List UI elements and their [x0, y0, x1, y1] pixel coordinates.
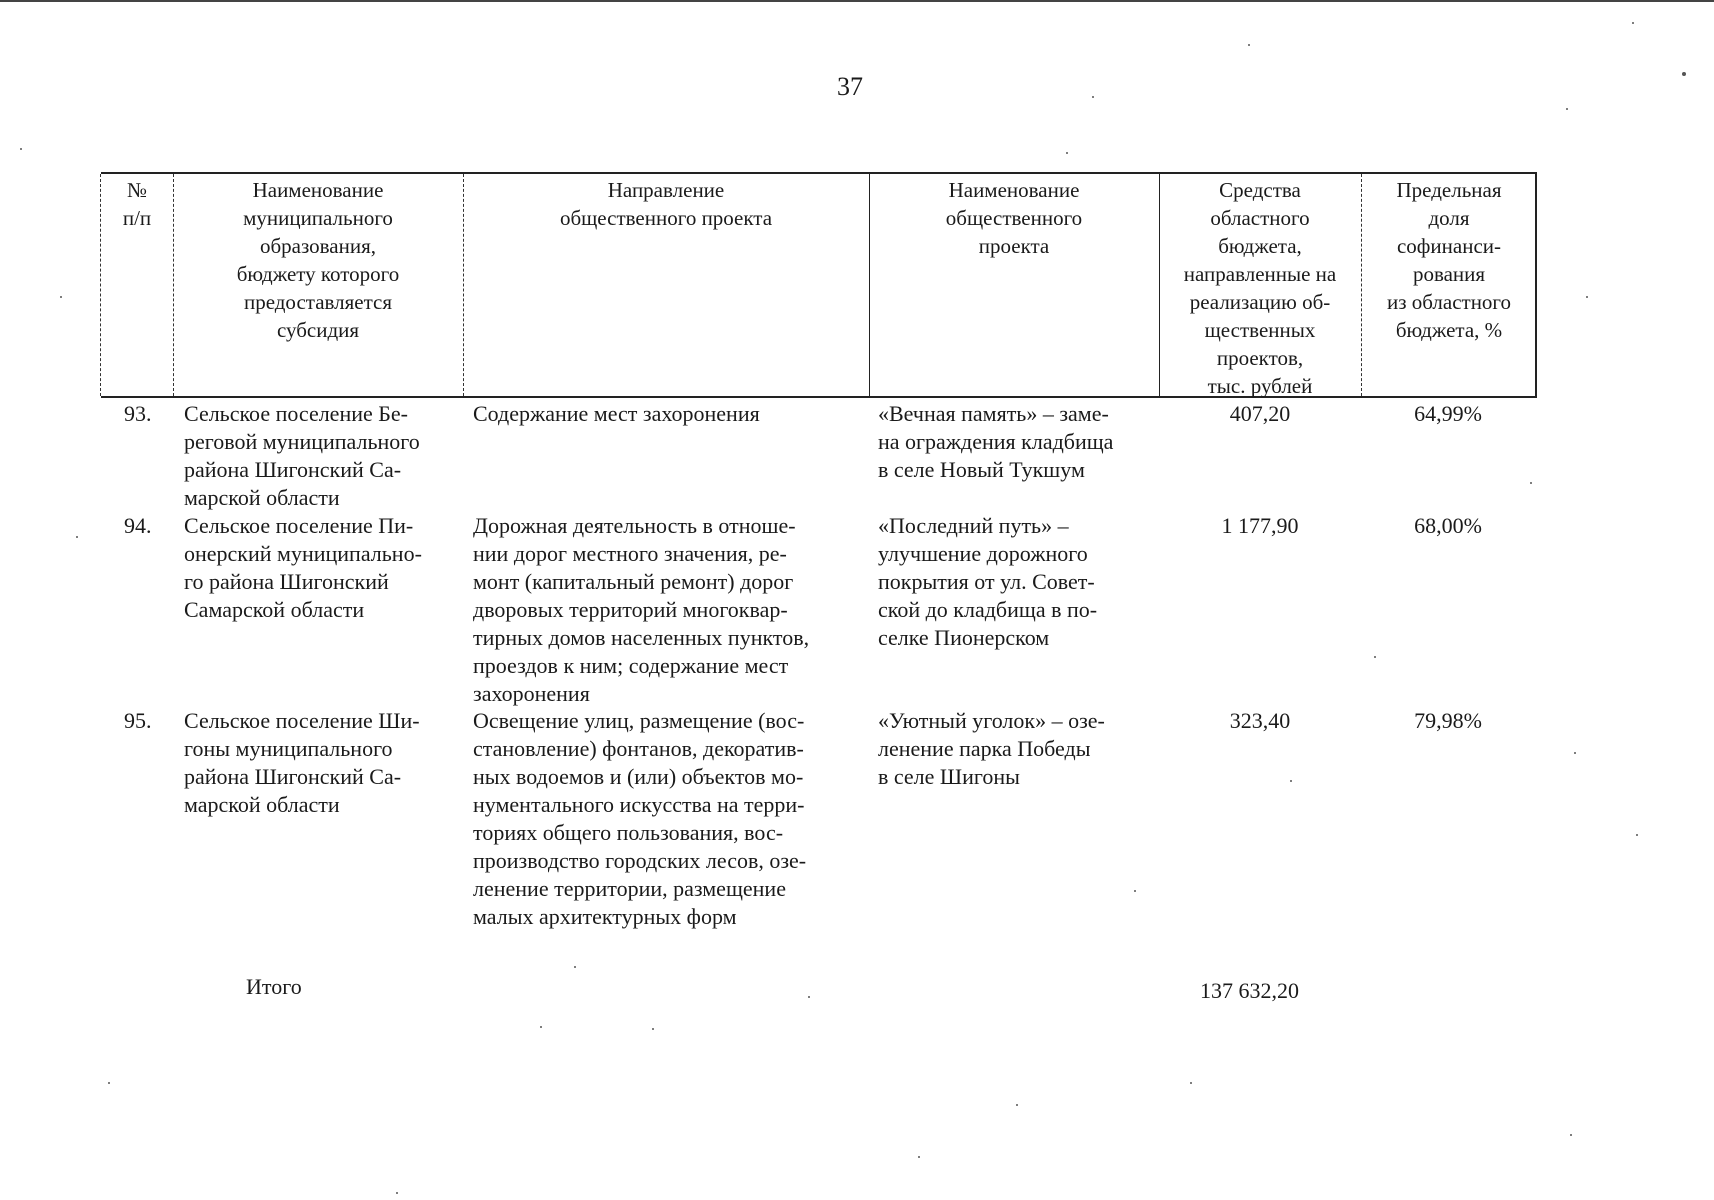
total-value: 137 632,20: [1200, 978, 1299, 1003]
row-direction: Содержание мест захоронения: [473, 401, 760, 426]
scan-speck: [1092, 96, 1094, 98]
header-number: № п/п: [122, 178, 152, 230]
scan-speck: [808, 996, 810, 998]
total-label: Итого: [246, 974, 302, 999]
scan-speck: [574, 966, 576, 968]
row-project: «Уютный уголок» – озе- ленение парка Победы в селе Шигоны: [878, 708, 1105, 789]
scan-speck: [1374, 656, 1376, 658]
row-direction: Освещение улиц, размещение (вос- становление) фонтанов, декоратив- ных водоемов и (или) объектов мо- нументального искусства на терри- ториях общего пользования, вос- производство городских лесов, озе- ленение территории, размещение малых архитектурных форм: [473, 708, 807, 929]
row-number: 95.: [124, 708, 152, 733]
scan-speck: [396, 1192, 398, 1194]
row-share: 79,98%: [1414, 708, 1482, 733]
scan-speck: [1290, 780, 1292, 782]
scan-speck: [1134, 890, 1136, 892]
scan-speck: [60, 296, 62, 298]
row-municipality: Сельское поселение Бе- реговой муниципального района Шигонский Са- марской области: [184, 401, 420, 510]
scan-speck: [1574, 752, 1576, 754]
scan-speck: [1190, 1082, 1192, 1084]
scan-speck: [918, 1156, 920, 1158]
scan-speck: [1016, 1104, 1018, 1106]
header-funds: Средства областного бюджета, направленные на реализацию об- щественных проектов, тыс. рублей: [1183, 178, 1337, 398]
row-number: 93.: [124, 401, 152, 426]
scan-speck: [20, 148, 22, 150]
row-share: 68,00%: [1414, 513, 1482, 538]
scan-speck: [1570, 1134, 1572, 1136]
scan-speck: [540, 1026, 542, 1028]
row-share: 64,99%: [1414, 401, 1482, 426]
row-direction: Дорожная деятельность в отноше- нии дорог местного значения, ре- монт (капитальный ремонт) дорог дворовых территорий многоквар- тирных домов населенных пунктов, проездов к ним; содержание мест захоронения: [473, 513, 810, 706]
scan-speck: [108, 1082, 110, 1084]
row-municipality: Сельское поселение Ши- гоны муниципального района Шигонский Са- марской области: [184, 708, 420, 817]
scan-speck: [652, 1028, 654, 1030]
row-project: «Вечная память» – заме- на ограждения кладбища в селе Новый Тукшум: [878, 401, 1114, 482]
scan-speck: [1586, 296, 1588, 298]
scan-speck: [1632, 22, 1634, 24]
row-funds: 407,20: [1229, 401, 1291, 426]
scan-speck: [1682, 72, 1686, 76]
header-direction: Направление общественного проекта: [559, 178, 773, 230]
row-funds: 323,40: [1229, 708, 1291, 733]
scan-speck: [1248, 44, 1250, 46]
header-municipality: Наименование муниципального образования, бюджету которого предоставляется субсидия: [236, 178, 400, 342]
row-project: «Последний путь» – улучшение дорожного покрытия от ул. Совет- ской до кладбища в по- селке Пионерском: [878, 513, 1098, 650]
scan-speck: [1566, 108, 1568, 110]
scan-top-border: [0, 0, 1714, 2]
row-funds: 1 177,90: [1221, 513, 1299, 538]
header-project-name: Наименование общественного проекта: [945, 178, 1083, 258]
row-number: 94.: [124, 513, 152, 538]
row-municipality: Сельское поселение Пи- онерский муниципально- го района Шигонский Самарской области: [184, 513, 422, 622]
header-share: Предельная доля софинанси- рования из областного бюджета, %: [1386, 178, 1512, 342]
scan-speck: [1066, 152, 1068, 154]
scan-speck: [1636, 834, 1638, 836]
page-number: 37: [837, 72, 863, 101]
table-header: [101, 172, 1537, 398]
scan-speck: [1530, 482, 1532, 484]
scan-speck: [76, 536, 78, 538]
